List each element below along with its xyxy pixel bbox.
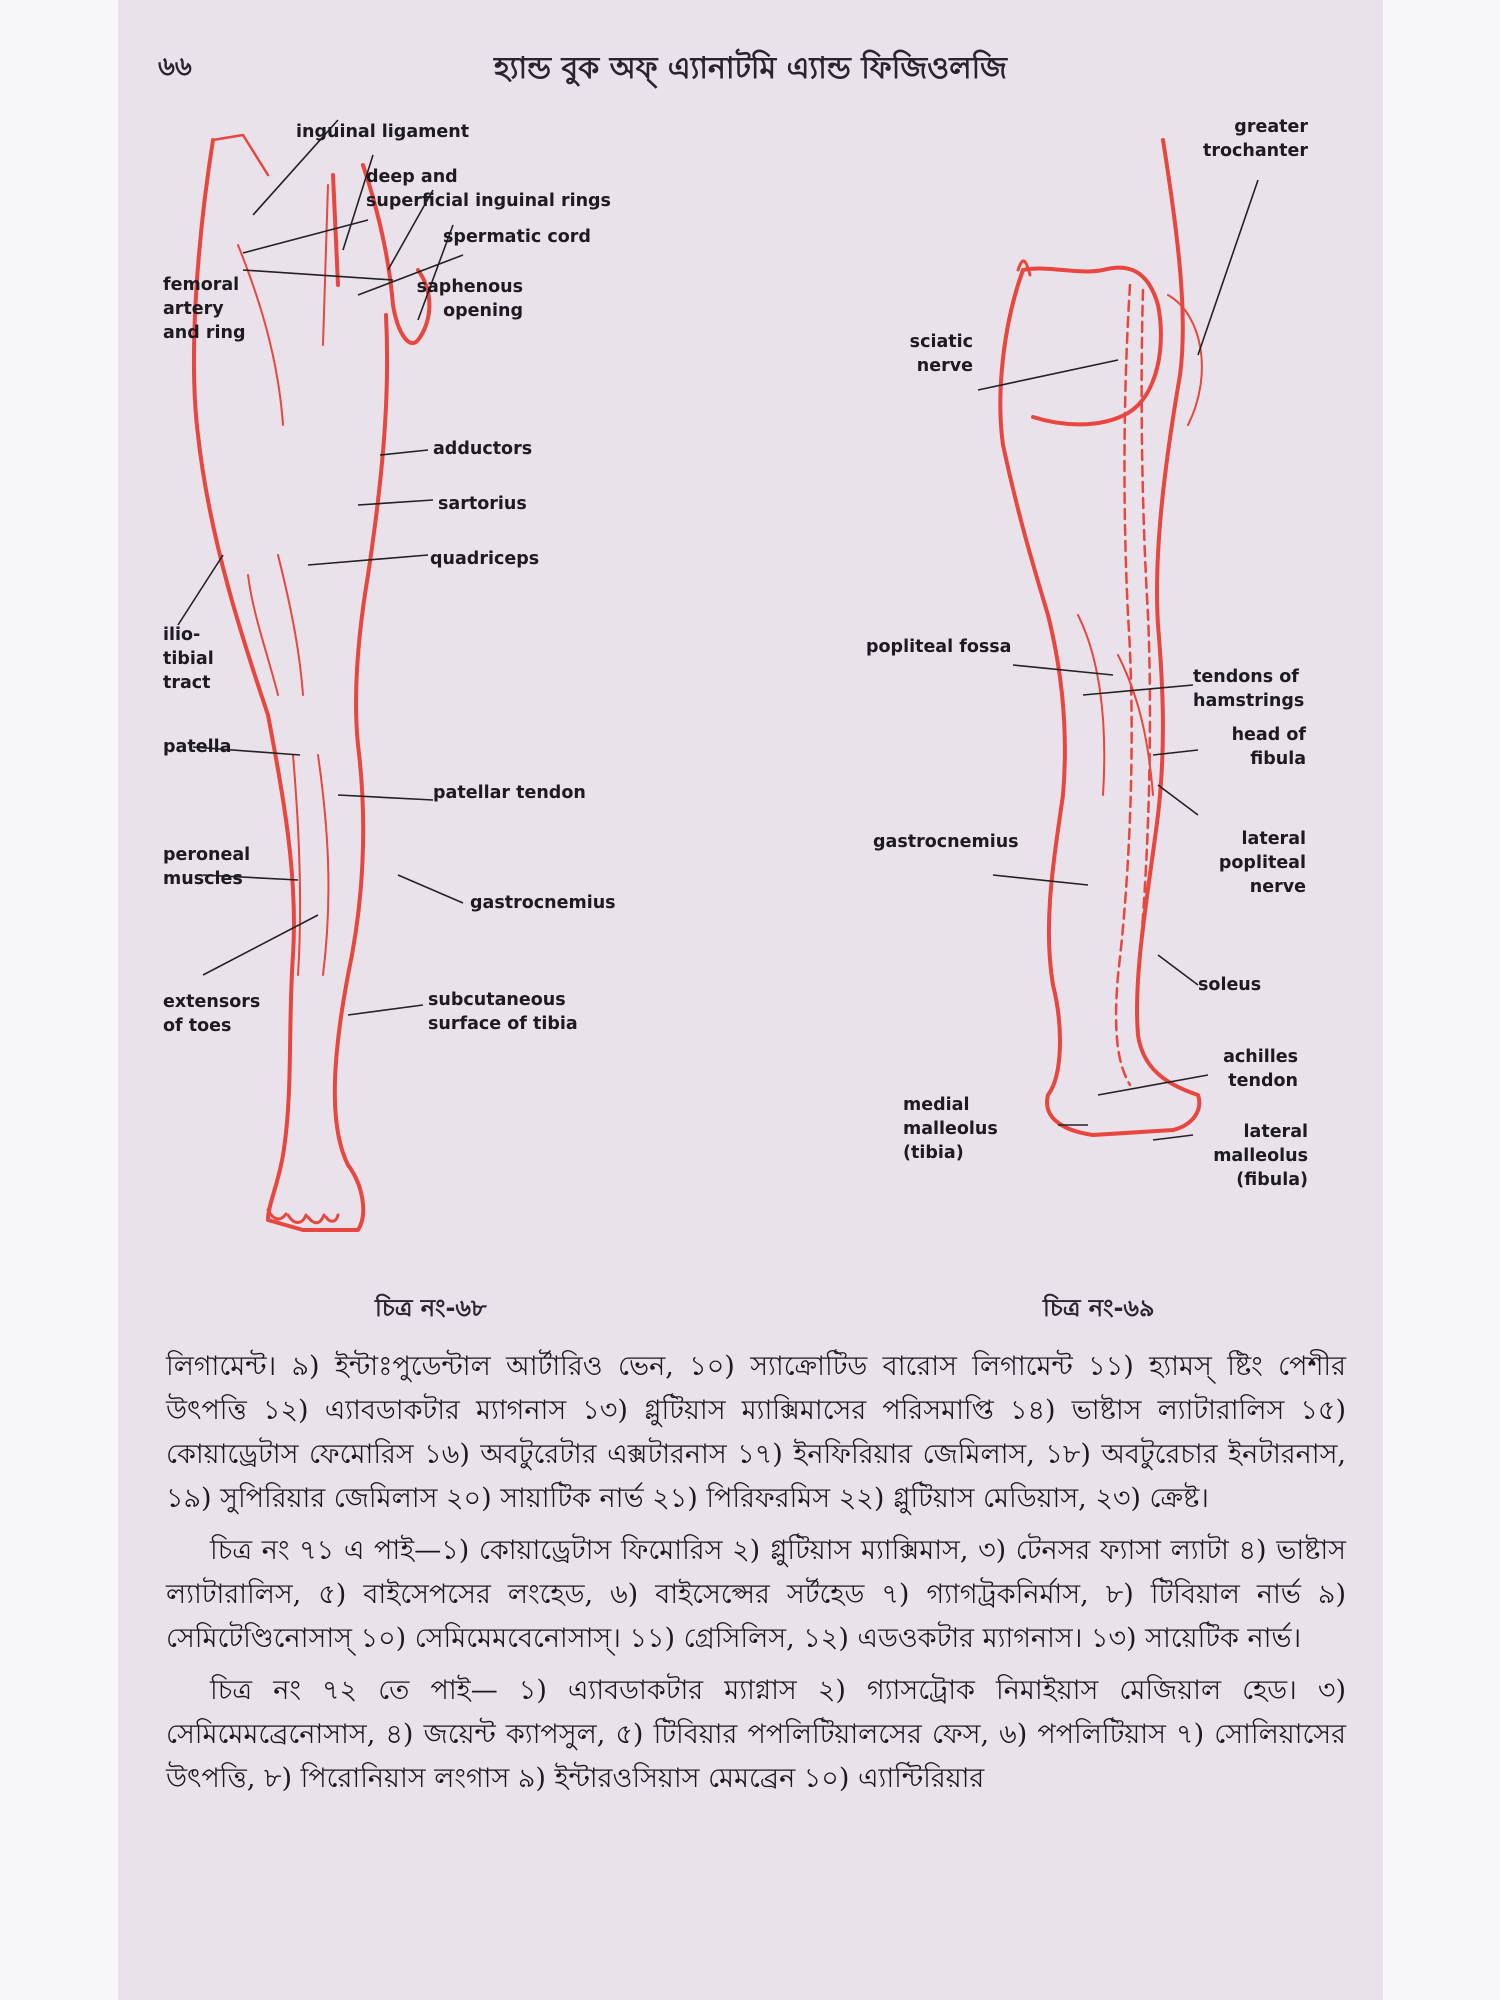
label-soleus: soleus (1198, 975, 1262, 995)
label-quadriceps: quadriceps (430, 549, 540, 569)
paragraph-3: চিত্র নং ৭২ তে পাই— ১) এ্যাবডাকটার ম্যাগ্নাস ২) গ্যাসট্রোক নিমাইয়াস মেজিয়াল হেড। ৩) সেমিমেমব্রেনোসাস, ৪) জয়েন্ট ক্যাপসুল, ৫) টিবিয়ার পপলিটিয়ালসের ফেস, ৬) পপলিটিয়াস ৭) সোলিয়াসের উৎপত্তি, ৮) পিরোনিয়াস লংগাস ৯) ইন্টারওসিয়াস মেমব্রেন ১০) এ্যান্টিরিয়ার (166, 1675, 1346, 1794)
label-patella: patella (163, 737, 232, 757)
label-iliotibial-tract: ilio- tibial tract (163, 625, 214, 693)
label-head-of-fibula: head of fibula (1231, 725, 1306, 769)
label-lateral-popliteal-nerve: lateral popliteal nerve (1218, 829, 1306, 897)
page-number: ৬৬ (158, 52, 192, 82)
paragraph-2: চিত্র নং ৭১ এ পাই—১) কোয়াড্রেটাস ফিমোরিস ২) গ্লুটিয়াস ম্যাক্সিমাস, ৩) টেনসর ফ্যাসা ল্যাটা ৪) ভাষ্টাস ল্যাটারালিস, ৫) বাইসেপসের লংহেড, ৬) বাইসেপ্সের সর্টহেড ৭) গ্যাগট্রকনির্মাস, ৮) টিবিয়াল নার্ভ ৯) সেমিটেণ্ডিনোসাস্ ১০) সেমিমেমবেনোসাস্। ১১) গ্রেসিলিস, ১২) এডওকটার ম্যাগনাস। ১৩) সায়েটিক নার্ভ। (166, 1535, 1346, 1654)
label-subcutaneous-tibia: subcutaneous surface of tibia (428, 990, 578, 1034)
label-sartorius: sartorius (438, 494, 527, 514)
left-margin (0, 0, 118, 2000)
paragraph-1: লিগামেন্ট। ৯) ইন্টাঃপুডেন্টাল আর্টারিও ভেন, ১০) স্যাক্রোটিড বারোস লিগামেন্ট ১১) হ্যামস্ ষ্টিং পেশীর উৎপত্তি ১২) এ্যাবডাকটার ম্যাগনাস ১৩) গ্লুটিয়াস ম্যাক্সিমাসের পরিসমাপ্তি ১৪) ভাষ্টাস ল্যাটারালিস ১৫) কোয়াড্রেটাস ফেমোরিস ১৬) অবটুরেটার এক্সটারনাস ১৭) ইনফিরিয়ার জেমিলাস, ১৮) অবটুরেচার ইনটারনাস, ১৯) সুপিরিয়ার জেমিলাস ২০) সায়াটিক নার্ভ ২১) পিরিফরমিস ২২) গ্লুটিয়াস মেডিয়াস, ২৩) ক্রেষ্ট। (166, 1351, 1346, 1514)
label-sciatic-nerve: sciatic nerve (909, 332, 973, 376)
label-peroneal-muscles: peroneal muscles (163, 845, 251, 889)
label-patellar-tendon: patellar tendon (433, 783, 586, 803)
figure-69-caption: চিত্র নং-৬৯ (1043, 1294, 1155, 1322)
label-adductors: adductors (433, 439, 533, 459)
label-lateral-malleolus: lateral malleolus (fibula) (1213, 1122, 1308, 1190)
label-inguinal-rings: deep and superficial inguinal rings (366, 167, 611, 211)
label-femoral-artery: femoral artery and ring (163, 275, 246, 343)
page-header (158, 40, 1343, 90)
label-popliteal-fossa: popliteal fossa (866, 637, 1012, 657)
figure-68-caption: চিত্র নং-৬৮ (375, 1294, 487, 1322)
label-medial-malleolus: medial malleolus (tibia) (903, 1095, 998, 1163)
back-leg-drawing (1000, 140, 1202, 1135)
label-gastrocnemius-back: gastrocnemius (873, 832, 1019, 852)
label-extensors-of-toes: extensors of toes (163, 992, 261, 1036)
label-greater-trochanter: greater trochanter (1203, 117, 1308, 161)
leader-lines (178, 120, 1258, 1140)
body-text (166, 1345, 1346, 1809)
right-margin (1383, 0, 1500, 2000)
anatomy-figures (118, 95, 1383, 1350)
book-page (118, 0, 1383, 2000)
label-inguinal-ligament: inguinal ligament (296, 122, 470, 142)
label-saphenous-opening: saphenous opening (416, 277, 523, 321)
label-spermatic-cord: spermatic cord (443, 227, 591, 247)
label-gastrocnemius-front: gastrocnemius (470, 893, 616, 913)
book-title: হ্যান্ড বুক অফ্ এ্যানাটমি এ্যান্ড ফিজিওলজি (493, 51, 1008, 86)
label-achilles-tendon: achilles tendon (1223, 1047, 1298, 1091)
label-tendons-of-hamstrings: tendons of hamstrings (1193, 667, 1305, 711)
